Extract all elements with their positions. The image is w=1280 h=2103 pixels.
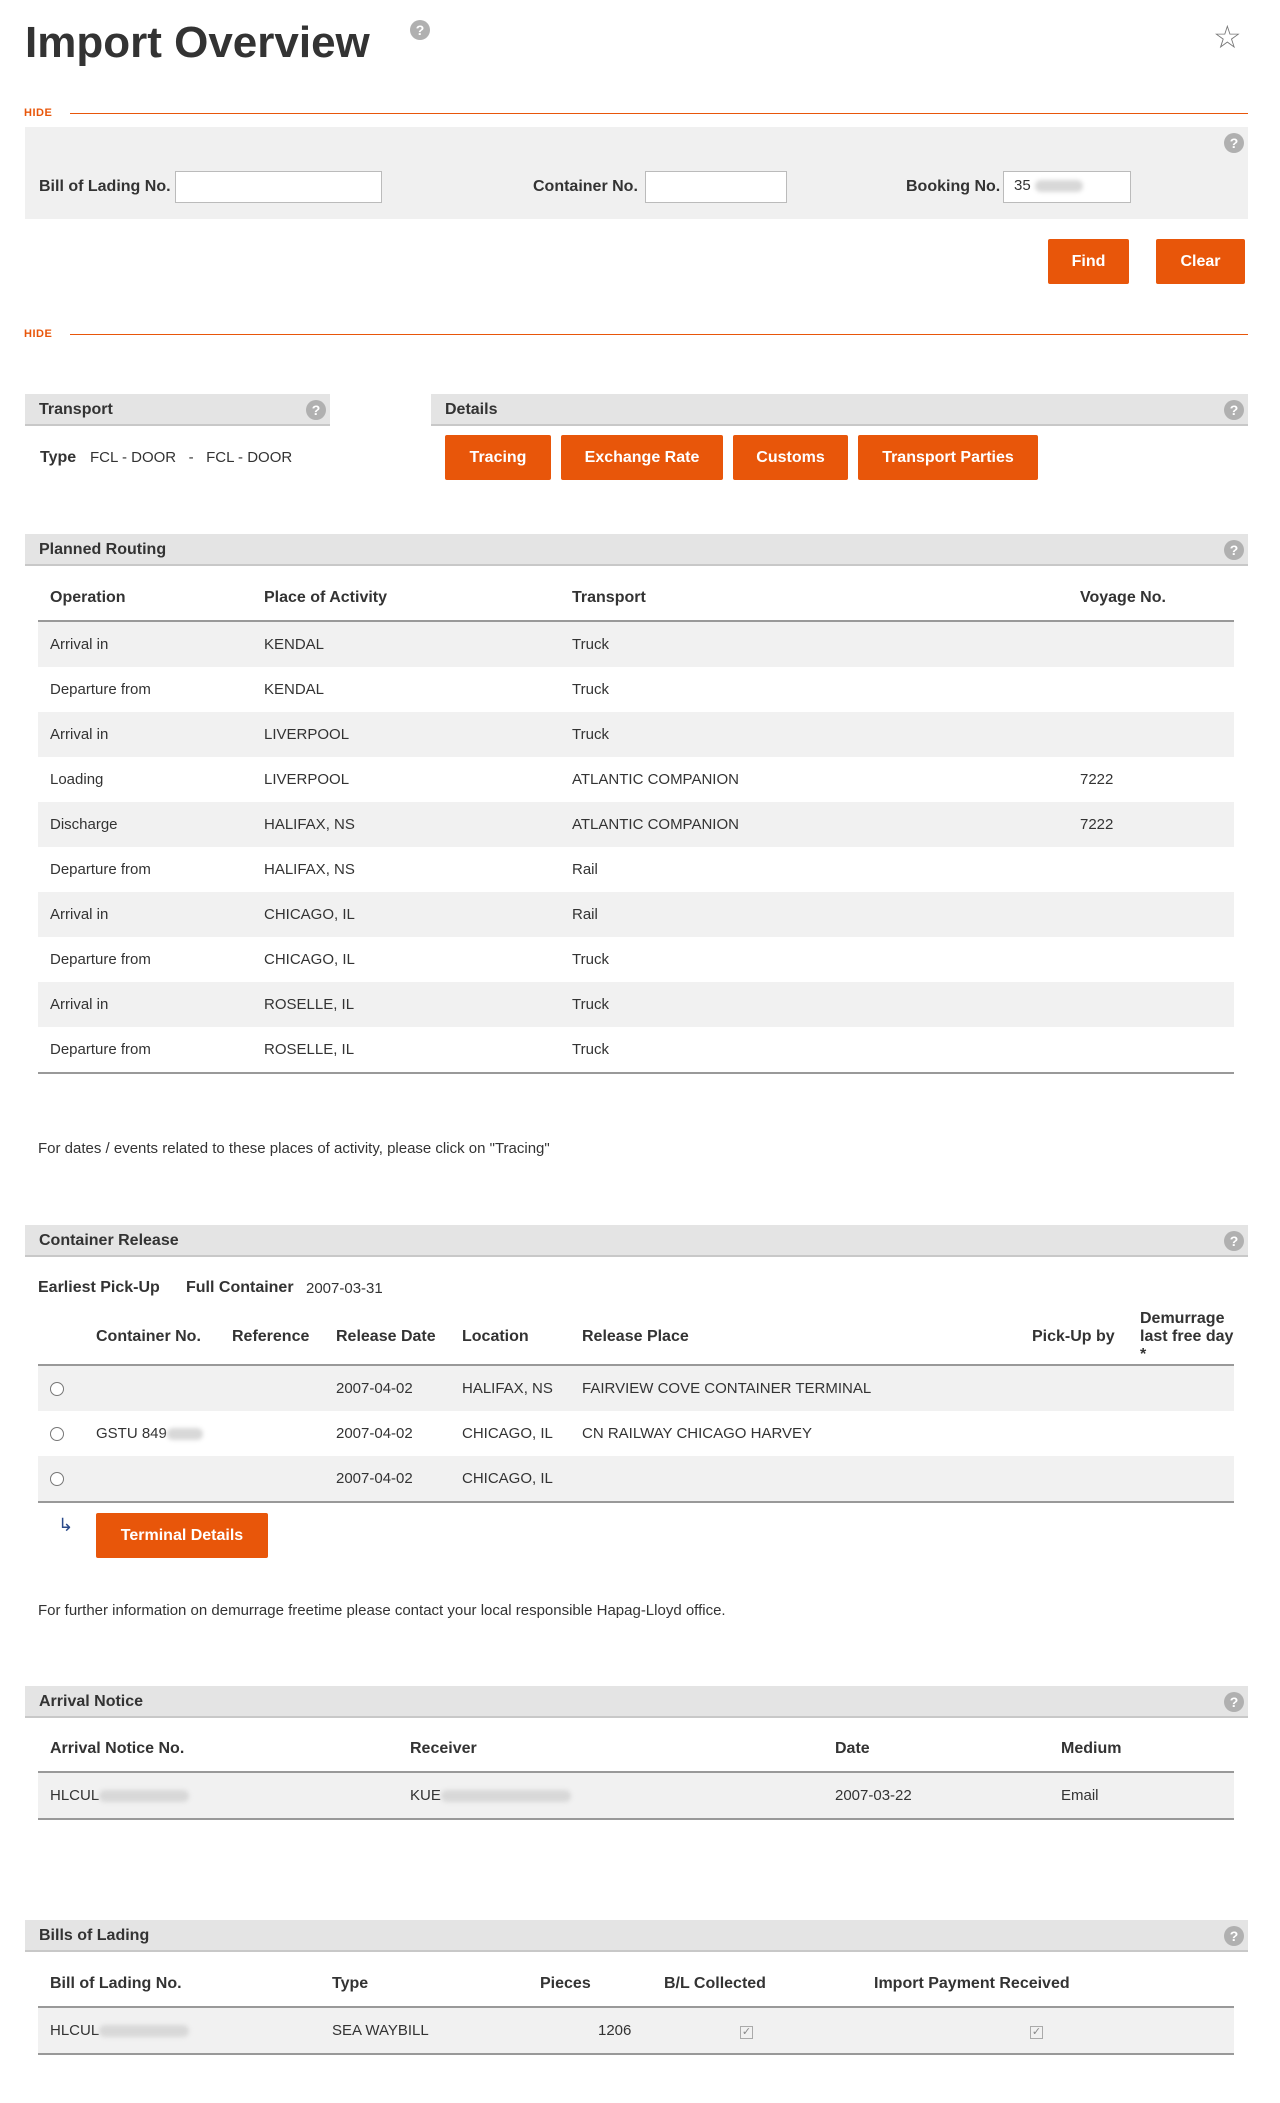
table-header-row [38, 1961, 1234, 2007]
details-header: Details ? [431, 394, 1248, 426]
transport: Truck [560, 982, 1068, 1027]
transport: Truck [572, 681, 609, 698]
page-title: Import Overview [25, 18, 370, 67]
booking-input[interactable]: 35 [1003, 171, 1131, 203]
radio-button[interactable] [50, 1382, 64, 1396]
column-header: Operation [38, 575, 252, 621]
row-select[interactable] [38, 1365, 84, 1411]
help-icon[interactable]: ? [1224, 540, 1244, 560]
demurrage-note: For further information on demurrage freetime please contact your local responsible Hapag-Lloyd office. [38, 1602, 726, 1619]
release-date: 2007-04-02 [336, 1425, 413, 1442]
checkbox-icon: ✓ [741, 2026, 752, 2038]
favorite-star-icon[interactable]: ☆ [1213, 19, 1242, 55]
release-date: 2007-04-02 [324, 1365, 450, 1411]
column-header: Pieces [528, 1961, 652, 2007]
table-row [38, 1027, 1234, 1073]
transport: Truck [572, 951, 609, 968]
container-release-table [38, 1310, 1234, 1503]
operation: Departure from [50, 681, 151, 698]
help-icon[interactable]: ? [1224, 1692, 1244, 1712]
release-place: CN RAILWAY CHICAGO HARVEY [582, 1425, 813, 1442]
table-row [38, 621, 1234, 667]
operation: Departure from [50, 861, 151, 878]
tracing-button[interactable]: Tracing [445, 435, 551, 480]
place-of-activity: KENDAL [252, 621, 560, 667]
table-row[interactable] [38, 1456, 1234, 1502]
column-header: Release Place [570, 1310, 1020, 1365]
table-header-row [38, 575, 1234, 621]
place-of-activity: ROSELLE, IL [252, 982, 560, 1027]
voyage-no [1068, 982, 1234, 1027]
voyage-no [1068, 667, 1234, 712]
place-of-activity: LIVERPOOL [252, 712, 560, 757]
planned-routing-table [38, 575, 1234, 1074]
demurrage-last-free-day [1128, 1411, 1234, 1456]
table-row [38, 937, 1234, 982]
planned-routing-header: Planned Routing ? [25, 534, 1248, 566]
transport-parties-button[interactable]: Transport Parties [858, 435, 1038, 480]
arrival-notice-no: HLCUL [38, 1772, 398, 1819]
bl-number: HLCUL [38, 2007, 320, 2054]
voyage-no: 7222 [1080, 771, 1114, 788]
customs-button[interactable]: Customs [733, 435, 848, 480]
place-of-activity: CHICAGO, IL [252, 892, 560, 937]
column-header: Bill of Lading No. [38, 1961, 320, 2007]
column-header: Medium [1049, 1726, 1234, 1772]
table-row[interactable] [38, 1772, 1234, 1819]
radio-button[interactable] [50, 1472, 64, 1486]
bl-type: SEA WAYBILL [320, 2007, 528, 2054]
table-row [38, 982, 1234, 1027]
help-icon[interactable]: ? [1224, 400, 1244, 420]
arrival-notice-header: Arrival Notice ? [25, 1686, 1248, 1718]
arrow-return-icon: ↳ [58, 1515, 74, 1535]
bl-input[interactable] [175, 171, 382, 203]
transport: ATLANTIC COMPANION [572, 771, 739, 788]
release-place [570, 1456, 1020, 1502]
transport-header: Transport ? [25, 394, 330, 426]
column-header: B/L Collected [652, 1961, 862, 2007]
operation: Arrival in [38, 892, 252, 937]
exchange-rate-button[interactable]: Exchange Rate [561, 435, 723, 480]
bl-pieces: 1206 [528, 2007, 652, 2054]
place-of-activity: LIVERPOOL [264, 771, 350, 788]
demurrage-last-free-day [1128, 1365, 1234, 1411]
divider [70, 334, 1248, 335]
table-row[interactable] [38, 2007, 1234, 2054]
container-no [84, 1365, 220, 1411]
table-row[interactable] [38, 1365, 1234, 1411]
transport: Truck [560, 712, 1068, 757]
table-header-row [38, 1726, 1234, 1772]
reference [220, 1365, 324, 1411]
place-of-activity: KENDAL [264, 681, 325, 698]
voyage-no [1068, 847, 1234, 892]
container-no [84, 1456, 220, 1502]
operation: Discharge [38, 802, 252, 847]
pick-up-by [1020, 1456, 1128, 1502]
divider [70, 113, 1248, 114]
column-header: Transport [560, 575, 1068, 621]
operation: Departure from [50, 951, 151, 968]
earliest-pickup-label: Earliest Pick-Up [38, 1279, 160, 1296]
demurrage-last-free-day [1128, 1456, 1234, 1502]
arrival-date: 2007-03-22 [823, 1772, 1049, 1819]
container-input[interactable] [645, 171, 787, 203]
column-header: Location [450, 1310, 570, 1365]
location: CHICAGO, IL [462, 1425, 553, 1442]
column-header: Reference [220, 1310, 324, 1365]
operation: Arrival in [38, 621, 252, 667]
table-row [38, 667, 1234, 712]
voyage-no: 7222 [1068, 802, 1234, 847]
table-row [38, 757, 1234, 802]
transport: Rail [572, 861, 598, 878]
operation: Departure from [38, 1027, 252, 1073]
bl-collected [652, 2007, 862, 2054]
pick-up-by [1020, 1411, 1128, 1456]
table-row [38, 892, 1234, 937]
table-row[interactable] [38, 1411, 1234, 1456]
pick-up-by [1020, 1365, 1128, 1411]
help-icon[interactable]: ? [1224, 1231, 1244, 1251]
row-select[interactable] [38, 1456, 84, 1502]
column-header: Demurrage last free day * [1128, 1310, 1234, 1365]
transport-type-value: FCL - DOOR - FCL - DOOR [90, 449, 293, 466]
column-header: Voyage No. [1068, 575, 1234, 621]
container-label: Container No. [533, 178, 638, 195]
transport: Truck [560, 621, 1068, 667]
column-header: Arrival Notice No. [38, 1726, 398, 1772]
place-of-activity: CHICAGO, IL [264, 951, 355, 968]
column-header: Place of Activity [252, 575, 560, 621]
operation: Loading [50, 771, 104, 788]
search-panel [25, 127, 1248, 219]
bills-of-lading-header: Bills of Lading ? [25, 1920, 1248, 1952]
full-container-label: Full Container [186, 1279, 294, 1296]
transport: Truck [560, 1027, 1068, 1073]
voyage-no [1068, 892, 1234, 937]
release-place: FAIRVIEW COVE CONTAINER TERMINAL [570, 1365, 1020, 1411]
operation: Arrival in [38, 712, 252, 757]
container-release-header: Container Release ? [25, 1225, 1248, 1257]
checkbox-icon: ✓ [1031, 2026, 1042, 2038]
column-header: Receiver [398, 1726, 823, 1772]
voyage-no [1068, 712, 1234, 757]
column-header: Date [823, 1726, 1049, 1772]
arrival-medium: Email [1049, 1772, 1234, 1819]
help-icon[interactable]: ? [306, 400, 326, 420]
help-icon[interactable]: ? [1224, 1926, 1244, 1946]
table-row [38, 847, 1234, 892]
terminal-details-button[interactable]: Terminal Details [96, 1513, 268, 1558]
transport: ATLANTIC COMPANION [560, 802, 1068, 847]
reference [220, 1456, 324, 1502]
transport-type-label: Type [40, 449, 77, 466]
voyage-no [1068, 937, 1234, 982]
release-date: 2007-04-02 [324, 1456, 450, 1502]
table-row [38, 802, 1234, 847]
table-row [38, 712, 1234, 757]
operation: Arrival in [38, 982, 252, 1027]
table-header-row [38, 1310, 1234, 1365]
transport: Rail [560, 892, 1068, 937]
column-header: Pick-Up by [1020, 1310, 1128, 1365]
reference [220, 1411, 324, 1456]
column-header: Container No. [84, 1310, 220, 1365]
help-icon[interactable]: ? [1224, 133, 1244, 153]
import-payment-received [862, 2007, 1234, 2054]
booking-label: Booking No. [906, 178, 1001, 195]
hide-search-link[interactable]: HIDE [24, 107, 53, 119]
bl-label: Bill of Lading No. [39, 178, 171, 195]
place-of-activity: ROSELLE, IL [252, 1027, 560, 1073]
arrival-notice-table [38, 1726, 1234, 1820]
clear-button[interactable]: Clear [1156, 239, 1245, 284]
place-of-activity: HALIFAX, NS [252, 802, 560, 847]
voyage-no [1068, 621, 1234, 667]
find-button[interactable]: Find [1048, 239, 1129, 284]
bills-of-lading-table [38, 1961, 1234, 2055]
column-header: Import Payment Received [862, 1961, 1234, 2007]
full-container-date: 2007-03-31 [306, 1280, 383, 1297]
place-of-activity: HALIFAX, NS [264, 861, 355, 878]
voyage-no [1068, 1027, 1234, 1073]
hide-details-link[interactable]: HIDE [24, 328, 53, 340]
arrival-receiver: KUE [398, 1772, 823, 1819]
radio-button[interactable] [50, 1427, 64, 1441]
help-icon[interactable]: ? [410, 20, 430, 40]
location: HALIFAX, NS [450, 1365, 570, 1411]
row-select[interactable] [38, 1411, 84, 1456]
column-header: Type [320, 1961, 528, 2007]
container-no: GSTU 849 [84, 1411, 220, 1456]
location: CHICAGO, IL [450, 1456, 570, 1502]
column-header: Release Date [324, 1310, 450, 1365]
routing-note: For dates / events related to these places of activity, please click on "Tracing" [38, 1140, 550, 1157]
